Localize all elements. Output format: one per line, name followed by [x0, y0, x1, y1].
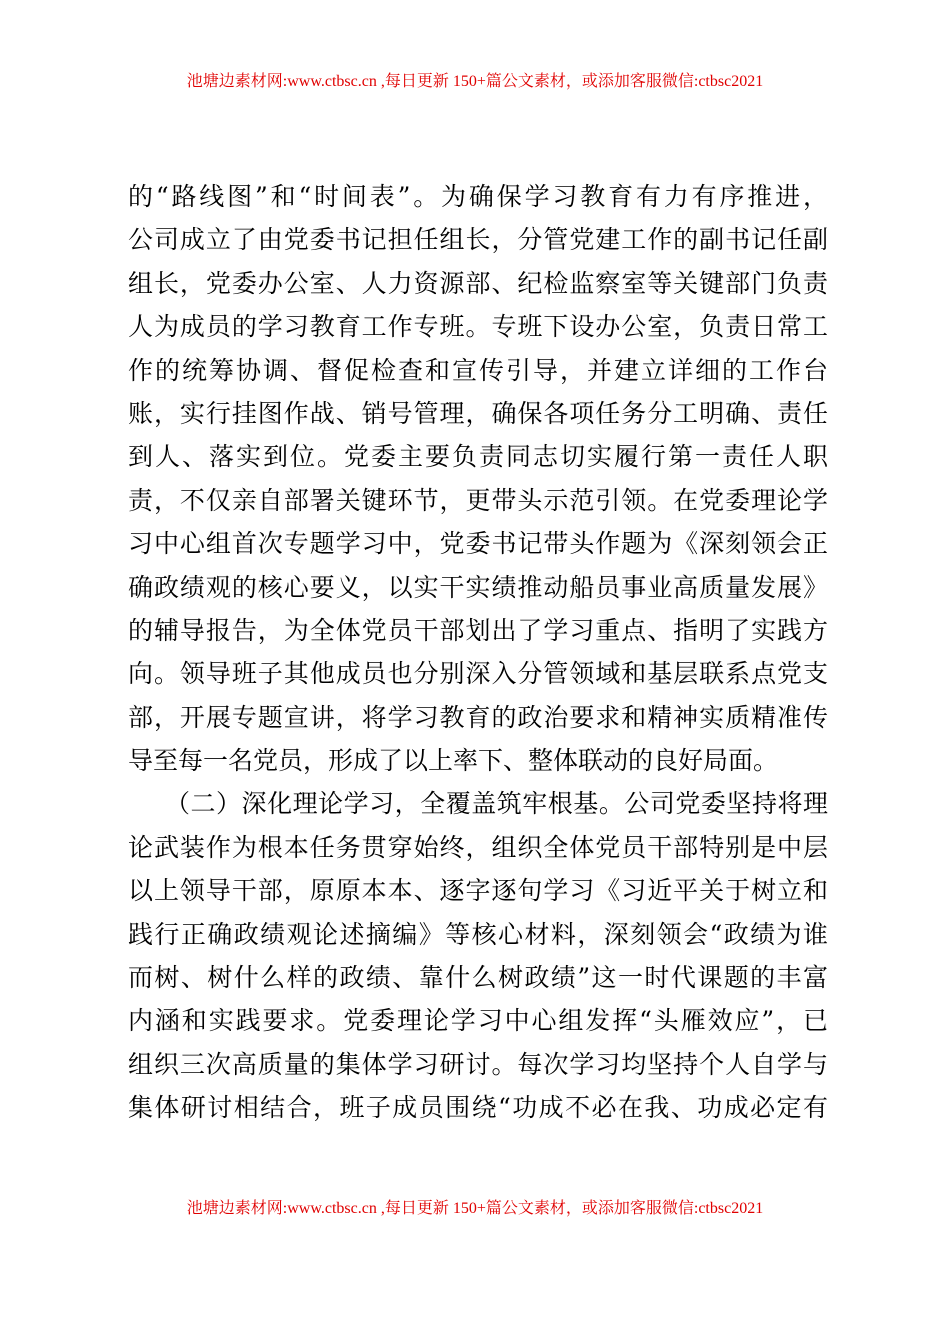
- body-line-1: 的“路线图”和“时间表”。为确保学习教育有力有序推进，: [128, 182, 828, 211]
- body-line-7: 到人、落实到位。党委主要负责同志切实履行第一责任人职: [128, 442, 828, 472]
- body-line-14: 导至每一名党员，形成了以上率下、整体联动的良好局面。: [128, 746, 779, 776]
- body-line-20: 内涵和实践要求。党委理论学习中心组发挥“头雁效应”，已: [128, 1006, 828, 1036]
- body-line-18: 践行正确政绩观论述摘编》等核心材料，深刻领会“政绩为谁: [128, 919, 828, 949]
- document-body: [128, 175, 828, 1130]
- section-heading-line: （二）深化理论学习，全覆盖筑牢根基。公司党委坚持将理: [165, 789, 828, 819]
- body-line-6: 账，实行挂图作战、销号管理，确保各项任务分工明确、责任: [128, 398, 828, 428]
- footer-banner: 池塘边素材网:www.ctbsc.cn ,每日更新 150+篇公文素材，或添加客服微信:ctbsc2021: [186, 1200, 764, 1217]
- body-line-17: 以上领导干部，原原本本、逐字逐句学习《习近平关于树立和: [128, 876, 828, 906]
- body-line-22: 集体研讨相结合，班子成员围绕“功成不必在我、功成必定有: [128, 1093, 828, 1123]
- body-line-8: 责，不仅亲自部署关键环节，更带头示范引领。在党委理论学: [128, 485, 828, 515]
- body-line-10: 确政绩观的核心要义，以实干实绩推动船员事业高质量发展》: [128, 572, 828, 602]
- body-line-16: 论武装作为根本任务贯穿始终，组织全体党员干部特别是中层: [128, 832, 828, 862]
- body-line-3: 组长，党委办公室、人力资源部、纪检监察室等关键部门负责: [128, 268, 828, 298]
- body-line-5: 作的统筹协调、督促检查和宣传引导，并建立详细的工作台: [128, 355, 828, 385]
- body-line-13: 部，开展专题宣讲，将学习教育的政治要求和精神实质精准传: [128, 702, 828, 732]
- body-line-12: 向。领导班子其他成员也分别深入分管领域和基层联系点党支: [128, 659, 828, 689]
- body-line-21: 组织三次高质量的集体学习研讨。每次学习均坚持个人自学与: [128, 1049, 828, 1079]
- body-line-19: 而树、树什么样的政绩、靠什么树政绩”这一时代课题的丰富: [128, 963, 828, 993]
- header-banner: 池塘边素材网:www.ctbsc.cn ,每日更新 150+篇公文素材，或添加客服微信:ctbsc2021: [186, 73, 764, 90]
- body-line-11: 的辅导报告，为全体党员干部划出了学习重点、指明了实践方: [128, 615, 828, 645]
- body-line-9: 习中心组首次专题学习中，党委书记带头作题为《深刻领会正: [128, 529, 828, 559]
- body-line-2: 公司成立了由党委书记担任组长，分管党建工作的副书记任副: [128, 225, 828, 255]
- body-line-4: 人为成员的学习教育工作专班。专班下设办公室，负责日常工: [128, 312, 828, 342]
